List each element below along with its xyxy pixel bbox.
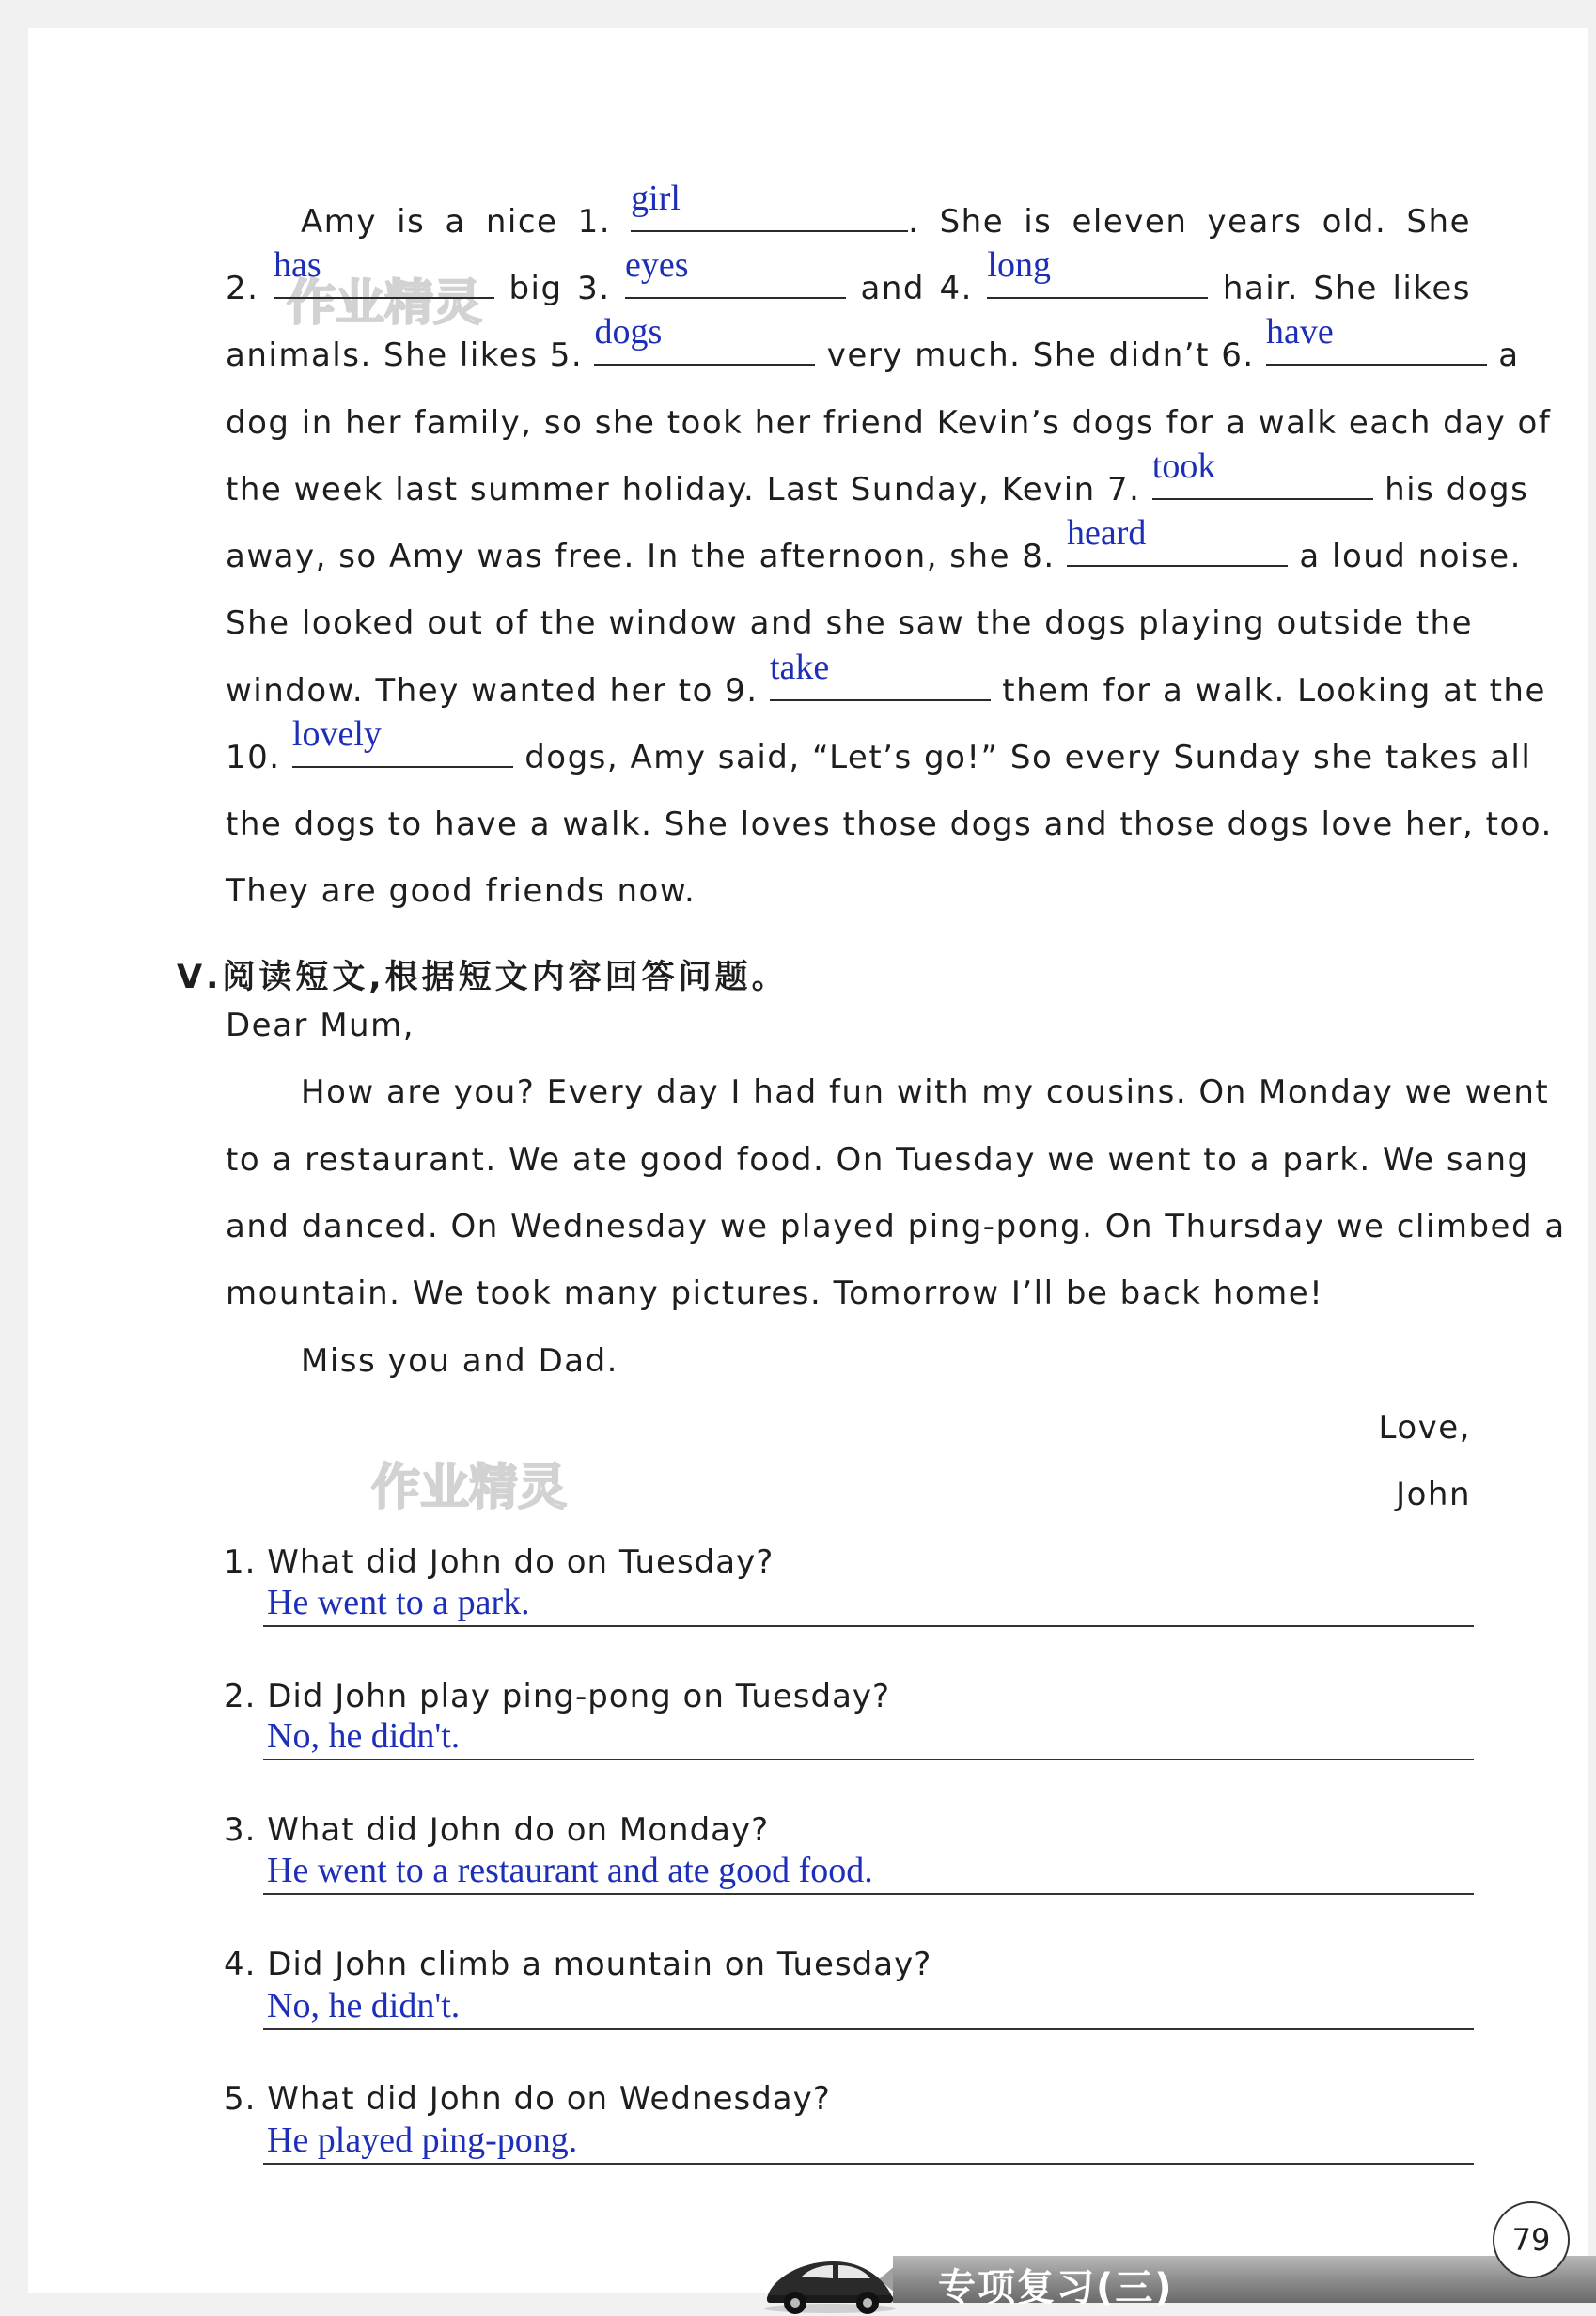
answer-text-5: He played ping-pong. (267, 2120, 578, 2160)
answer-text-1: He went to a park. (267, 1583, 530, 1622)
passage-line-9: 10. lovely dogs, Amy said, “Let’s go!” So every Sunday she takes all (226, 714, 1532, 776)
answer-text-3: He went to a restaurant and ate good food. (267, 1851, 873, 1890)
passage-line-7: She looked out of the window and she saw the dogs playing outside the (226, 604, 1474, 642)
blank-6[interactable] (1265, 312, 1487, 366)
passage-line-11: They are good friends now. (226, 872, 696, 910)
answer-5: dogs (594, 312, 663, 352)
answer-field-5[interactable] (263, 2121, 1474, 2165)
question-3: 3. What did John do on Monday? (224, 1811, 770, 1849)
blank-3[interactable] (625, 245, 846, 299)
answer-8: heard (1067, 513, 1147, 553)
passage-line-4: dog in her family, so she took her friend Kevin’s dogs for a walk each day of (226, 404, 1552, 442)
answer-2: has (273, 245, 321, 285)
workbook-page (28, 28, 1588, 2309)
blank-8[interactable] (1067, 513, 1288, 567)
answer-field-3[interactable] (263, 1852, 1474, 1895)
blank-5[interactable] (594, 312, 815, 366)
blank-4[interactable] (987, 245, 1208, 299)
blank-2[interactable] (273, 245, 494, 299)
answer-text-4: No, he didn't. (267, 1986, 461, 2026)
section-v-heading: Ⅴ.阅读短文,根据短文内容回答问题。 (177, 959, 789, 996)
answer-text-2: No, he didn't. (267, 1716, 461, 1756)
answer-6: have (1265, 312, 1334, 352)
letter-signature: John (1396, 1476, 1471, 1513)
question-5: 5. What did John do on Wednesday? (224, 2080, 831, 2118)
answer-7: took (1151, 446, 1216, 486)
answer-field-1[interactable] (263, 1584, 1474, 1627)
letter-closing: Love, (1378, 1409, 1471, 1447)
answer-field-4[interactable] (263, 1987, 1474, 2030)
beetle-car-icon (759, 2254, 900, 2316)
question-2: 2. Did John play ping-pong on Tuesday? (224, 1678, 891, 1715)
answer-10: lovely (291, 714, 382, 754)
passage-line-1: Amy is a nice 1. girl . She is eleven years old. She (301, 179, 1471, 241)
letter-line-1: How are you? Every day I had fun with my cousins. On Monday we went (301, 1073, 1550, 1111)
blank-1[interactable] (631, 179, 908, 232)
question-4: 4. Did John climb a mountain on Tuesday? (224, 1946, 932, 1983)
passage-line-10: the dogs to have a walk. She loves those dogs and those dogs love her, too. (226, 806, 1553, 843)
blank-9[interactable] (769, 648, 991, 701)
letter-line-5: Miss you and Dad. (301, 1342, 618, 1380)
footer-title: 专项复习(三) (938, 2266, 1174, 2309)
passage-line-8: window. They wanted her to 9. take them for a walk. Looking at the (226, 648, 1546, 710)
passage-line-5: the week last summer holiday. Last Sunday, Kevin 7. took his dogs (226, 446, 1529, 509)
letter-greeting: Dear Mum, (226, 1007, 415, 1044)
passage-line-3: animals. She likes 5. dogs very much. She didn’t 6. have a (226, 312, 1520, 374)
passage-line-2: 2. has big 3. eyes and 4. long hair. She likes (226, 245, 1471, 307)
answer-field-2[interactable] (263, 1717, 1474, 1760)
question-1: 1. What did John do on Tuesday? (224, 1543, 775, 1581)
answer-3: eyes (625, 245, 689, 285)
page-number: 79 (1493, 2201, 1570, 2278)
blank-10[interactable] (291, 714, 513, 768)
watermark: 作业精灵 (287, 275, 483, 332)
blank-7[interactable] (1151, 446, 1373, 500)
answer-9: take (769, 648, 830, 687)
answer-4: long (987, 245, 1051, 285)
letter-line-2: to a restaurant. We ate good food. On Tuesday we went to a park. We sang (226, 1141, 1529, 1179)
letter-line-3: and danced. On Wednesday we played ping-pong. On Thursday we climbed a (226, 1208, 1566, 1245)
answer-1: girl (631, 179, 681, 218)
passage-line-6: away, so Amy was free. In the afternoon, she 8. heard a loud noise. (226, 513, 1522, 575)
letter-line-4: mountain. We took many pictures. Tomorrow I’ll be back home! (226, 1275, 1324, 1312)
watermark: 作业精灵 (371, 1460, 568, 1516)
